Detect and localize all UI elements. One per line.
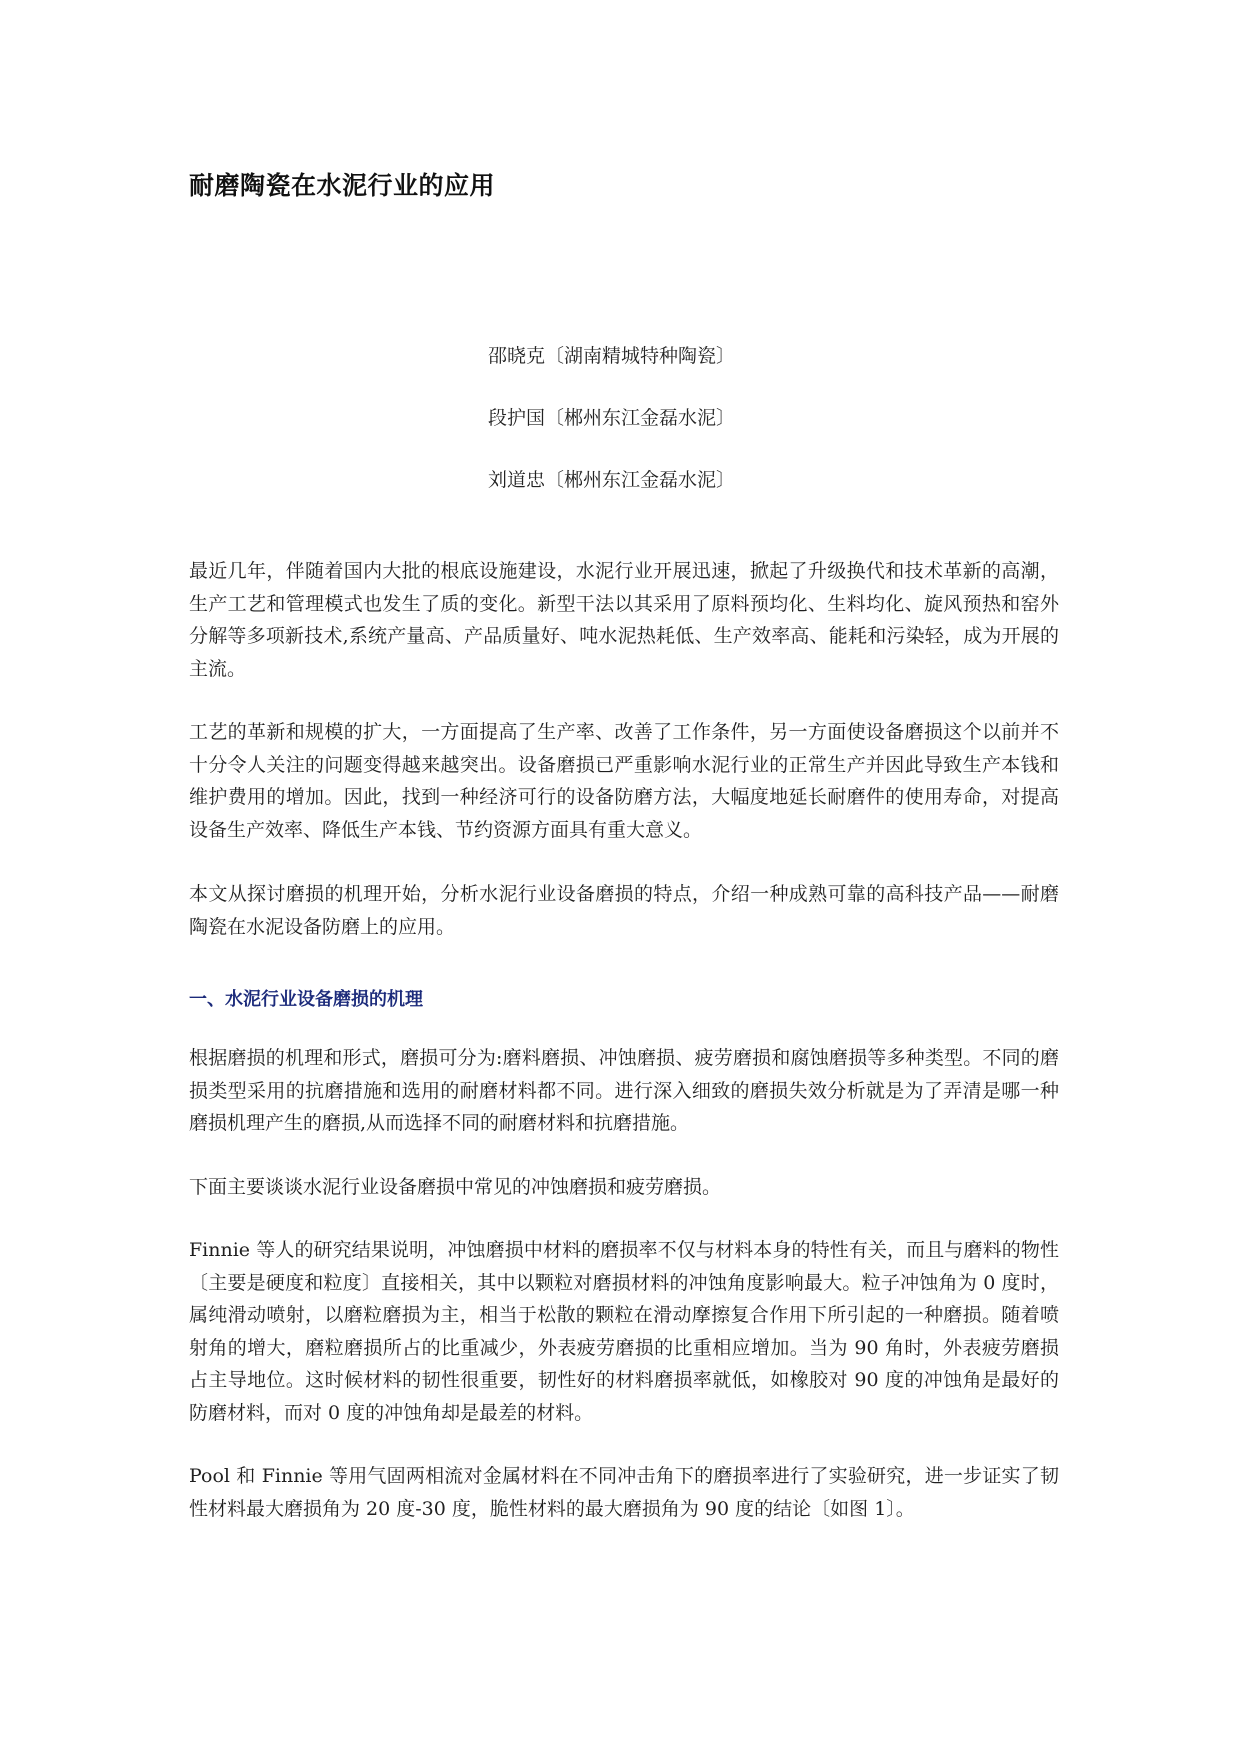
author-line: 刘道忠〔郴州东江金磊水泥〕 (488, 469, 736, 491)
paragraph-text: 最近几年，伴随着国内大批的根底设施建设，水泥行业开展迅速，掀起了升级换代和技术革新的高潮，生产工艺和管理模式也发生了质的变化。新型干法以其采用了原料预均化、生料均化、旋风预热和窑外分解等多项新技术,系统产量高、产品质量好、吨水泥热耗低、生产效率高、能耗和污染轻，成为开展的主流。 (189, 560, 1059, 680)
paragraph-text: 根据磨损的机理和形式，磨损可分为:磨料磨损、冲蚀磨损、疲劳磨损和腐蚀磨损等多种类型。不同的磨损类型采用的抗磨措施和选用的耐磨材料都不同。进行深入细致的磨损失效分析就是为了弄清是哪一种磨损机理产生的磨损,从而选择不同的耐磨材料和抗磨措施。 (189, 1047, 1059, 1134)
intro-paragraph-3 (189, 878, 1059, 943)
paragraph-text: 工艺的革新和规模的扩大，一方面提高了生产率、改善了工作条件，另一方面使设备磨损这个以前并不十分令人关注的问题变得越来越突出。设备磨损已严重影响水泥行业的正常生产并因此导致生产本钱和维护费用的增加。因此，找到一种经济可行的设备防磨方法，大幅度地延长耐磨件的使用寿命，对提高设备生产效率、降低生产本钱、节约资源方面具有重大意义。 (189, 721, 1059, 841)
paragraph-text: 下面主要谈谈水泥行业设备磨损中常见的冲蚀磨损和疲劳磨损。 (189, 1176, 722, 1198)
document-title: 耐磨陶瓷在水泥行业的应用 (189, 171, 496, 200)
intro-paragraph-2 (189, 716, 1059, 846)
section-paragraph-1 (189, 1042, 1059, 1140)
intro-paragraph-1 (189, 555, 1059, 685)
author-list (488, 325, 735, 511)
paragraph-text: 本文从探讨磨损的机理开始，分析水泥行业设备磨损的特点，介绍一种成熟可靠的高科技产品——耐磨陶瓷在水泥设备防磨上的应用。 (189, 883, 1059, 938)
section-paragraph-2 (189, 1171, 1059, 1204)
section-paragraph-3 (189, 1234, 1059, 1429)
paragraph-text: Finnie 等人的研究结果说明，冲蚀磨损中材料的磨损率不仅与材料本身的特性有关，而且与磨料的物性〔主要是硬度和粒度〕直接相关，其中以颗粒对磨损材料的冲蚀角度影响最大。粒子冲蚀角为 0 度时，属纯滑动喷射，以磨粒磨损为主，相当于松散的颗粒在滑动摩擦复合作用下所引起的一种磨损。随着喷射角的增大，磨粒磨损所占的比重减少，外表疲劳磨损的比重相应增加。当为 90 角时，外表疲劳磨损占主导地位。这时候材料的韧性很重要，韧性好的材料磨损率就低，如橡胶对 90 度的冲蚀角是最好的防磨材料，而对 0 度的冲蚀角却是最差的材料。 (189, 1239, 1059, 1424)
section-heading: 一、水泥行业设备磨损的机理 (189, 989, 423, 1010)
paragraph-text: Pool 和 Finnie 等用气固两相流对金属材料在不同冲击角下的磨损率进行了实验研究，进一步证实了韧性材料最大磨损角为 20 度-30 度，脆性材料的最大磨损角为 90 度的结论〔如图 1〕。 (189, 1465, 1059, 1520)
section-paragraph-4 (189, 1460, 1059, 1525)
author-line: 段护国〔郴州东江金磊水泥〕 (488, 407, 736, 429)
author-line: 邵晓克〔湖南精城特种陶瓷〕 (488, 345, 736, 367)
